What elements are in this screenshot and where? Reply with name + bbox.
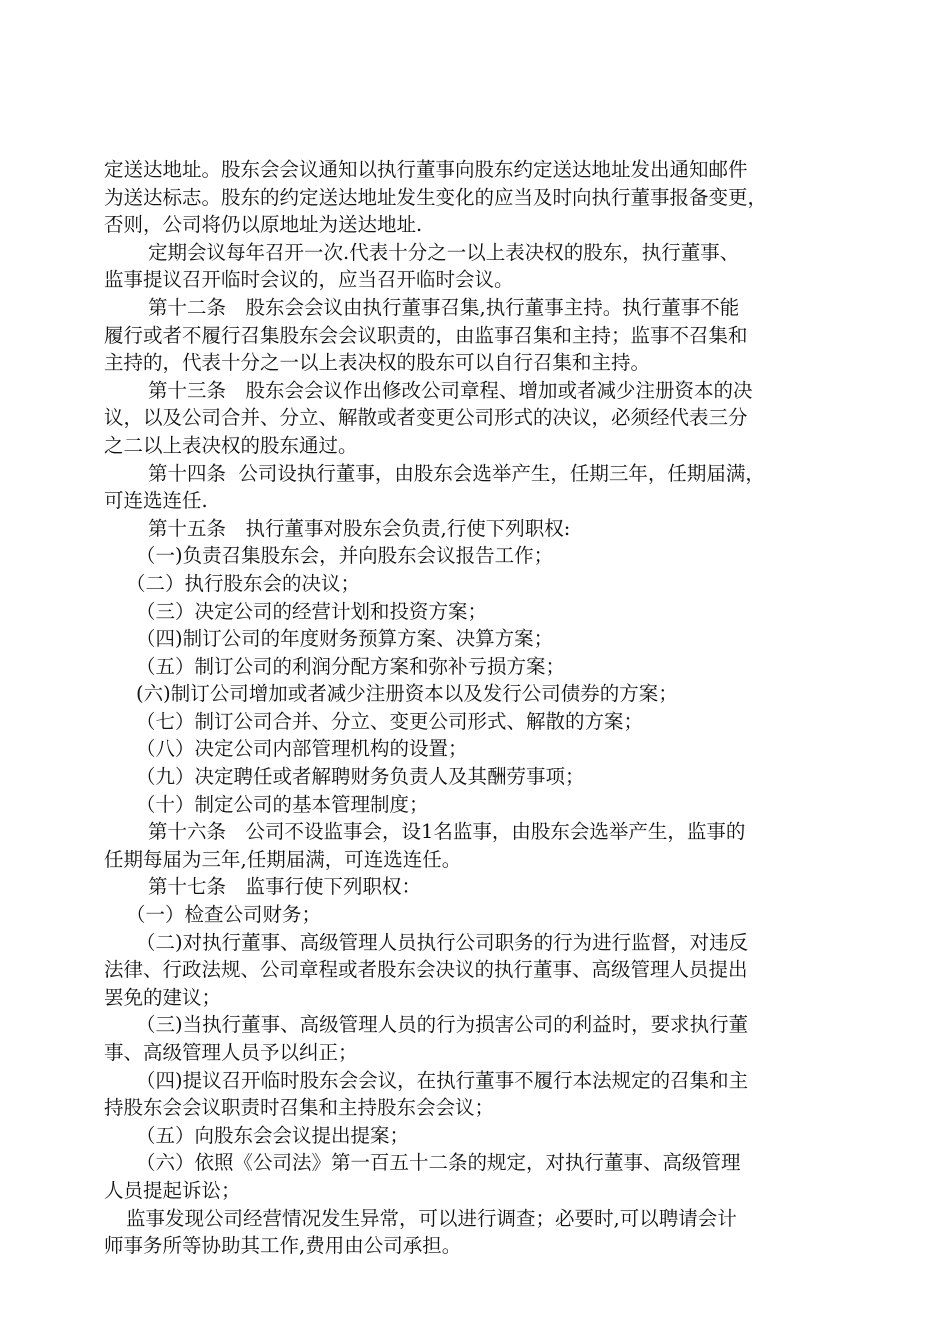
text-line: 人员提起诉讼； xyxy=(104,1178,241,1202)
article-15-heading-line: 第十五条 执行董事对股东会负责,行使下列职权: xyxy=(148,516,571,540)
text-line: 定期会议每年召开一次.代表十分之一以上表决权的股东，执行董事、 xyxy=(148,240,740,264)
text-line: 可连选连任. xyxy=(104,489,208,513)
article-12-heading-line: 第十二条 股东会会议由执行董事召集,执行董事主持。执行董事不能 xyxy=(148,295,740,319)
text-line: 主持的，代表十分之一以上表决权的股东可以自行召集和主持。 xyxy=(104,351,651,375)
list-item: (六)制订公司增加或者减少注册资本以及发行公司债券的方案； xyxy=(136,682,678,706)
list-item: （十）制定公司的基本管理制度； xyxy=(136,792,429,816)
list-item: （二）执行股东会的决议； xyxy=(126,571,361,595)
text-line: 罢免的建议； xyxy=(104,985,222,1009)
text-line: 履行或者不履行召集股东会会议职责的，由监事召集和主持；监事不召集和 xyxy=(104,323,748,347)
list-item: （四)制订公司的年度财务预算方案、决算方案； xyxy=(136,627,554,651)
article-13-heading-line: 第十三条 股东会会议作出修改公司章程、增加或者减少注册资本的决 xyxy=(148,378,753,402)
list-item: （七）制订公司合并、分立、变更公司形式、解散的方案； xyxy=(136,709,644,733)
text-line: 监事发现公司经营情况发生异常，可以进行调查；必要时,可以聘请会计 xyxy=(126,1206,737,1230)
list-item: （一)负责召集股东会，并向股东会议报告工作； xyxy=(136,544,554,568)
list-item: （八）决定公司内部管理机构的设置； xyxy=(136,737,468,761)
text-line: 持股东会会议职责时召集和主持股东会会议； xyxy=(104,1096,495,1120)
list-item: （二)对执行董事、高级管理人员执行公司职务的行为进行监督，对违反 xyxy=(136,930,749,954)
text-line: 之二以上表决权的股东通过。 xyxy=(104,433,358,457)
list-item: （三）决定公司的经营计划和投资方案； xyxy=(136,599,488,623)
list-item: （一）检查公司财务； xyxy=(126,903,322,927)
text-line: 师事务所等协助其工作,费用由公司承担。 xyxy=(104,1234,462,1258)
text-line: 议，以及公司合并、分立、解散或者变更公司形式的决议，必须经代表三分 xyxy=(104,406,748,430)
text-line: 定送达地址。股东会会议通知以执行董事向股东约定送达地址发出通知邮件 xyxy=(104,158,748,181)
text-line: 法律、行政法规、公司章程或者股东会决议的执行董事、高级管理人员提出 xyxy=(104,958,748,982)
article-17-heading-line: 第十七条 监事行使下列职权： xyxy=(148,875,422,899)
text-line: 事、高级管理人员予以纠正； xyxy=(104,1041,358,1064)
text-line: 监事提议召开临时会议的，应当召开临时会议。 xyxy=(104,268,514,292)
list-item: （九）决定聘任或者解聘财务负责人及其酬劳事项； xyxy=(136,765,585,789)
list-item: （六）依照《公司法》第一百五十二条的规定，对执行董事、高级管理 xyxy=(136,1151,741,1175)
article-14-heading-line: 第十四条 公司设执行董事，由股东会选举产生，任期三年，任期届满， xyxy=(148,461,765,485)
text-line: 为送达标志。股东的约定送达地址发生变化的应当及时向执行董事报备变更， xyxy=(104,185,768,209)
text-line: 否则，公司将仍以原地址为送达地址. xyxy=(104,213,423,237)
text-line: 任期每届为三年,任期届满，可连选连任。 xyxy=(104,847,462,871)
list-item: （四)提议召开临时股东会会议，在执行董事不履行本法规定的召集和主 xyxy=(136,1068,749,1092)
document-body xyxy=(104,156,874,1260)
list-item: （三)当执行董事、高级管理人员的行为损害公司的利益时，要求执行董 xyxy=(136,1013,749,1037)
list-item: （五）制订公司的利润分配方案和弥补亏损方案； xyxy=(136,654,566,678)
article-16-heading-line: 第十六条 公司不设监事会，设1名监事，由股东会选举产生，监事的 xyxy=(148,820,746,844)
list-item: （五）向股东会会议提出提案； xyxy=(136,1123,410,1147)
